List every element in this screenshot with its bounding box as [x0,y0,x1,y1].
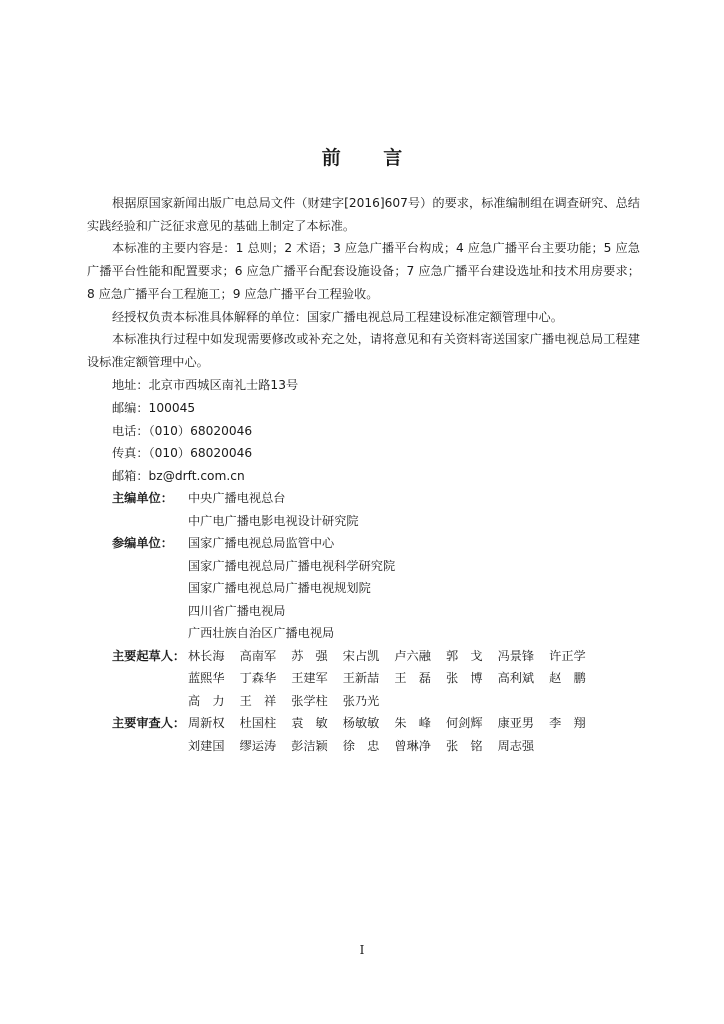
preface-paragraph-contents: 本标准的主要内容是：1 总则；2 术语；3 应急广播平台构成；4 应急广播平台主要功能；5 应急广播平台性能和配置要求；6 应急广播平台配套设施设备；7 应急广播平台建设选址和技术用房要求；8 应急广播平台工程施工；9 应急广播平台工程验收。 [87,241,640,301]
participating-units-row [112,532,652,645]
drafter-name: 张学柱 [291,693,328,708]
participating-units-label: 参编单位： [112,536,173,550]
reviewer-name: 何剑辉 [445,716,483,730]
participating-unit-name: 四川省广播电视局 [188,603,286,618]
drafter-name: 张 博 [445,671,483,685]
preface-paragraph-feedback: 本标准执行过程中如发现需要修改或补充之处，请将意见和有关资料寄送国家广播电视总局工程建设标准定额管理中心。 [87,332,640,369]
drafter-name: 王新喆 [342,671,380,685]
contact-info [112,374,298,488]
reviewers-list [188,712,652,757]
drafter-name: 张乃光 [342,693,380,708]
drafter-name: 丁森华 [239,671,277,685]
drafter-name: 蓝熙华 [188,671,225,685]
reviewer-name: 杜国柱 [239,716,277,730]
drafter-name: 高 力 [188,693,225,708]
contact-postcode: 邮编：100045 [112,400,196,415]
drafter-name: 王 磊 [394,671,431,685]
page-title: 前 言 [321,147,421,169]
participating-units-list [188,532,652,645]
reviewer-name: 周志强 [497,738,535,753]
drafter-name: 卢六融 [394,648,431,663]
reviewers-label: 主要审查人： [112,716,186,730]
reviewer-name: 康亚男 [497,716,535,730]
drafter-name: 宋占凯 [342,648,380,663]
reviewer-name: 朱 峰 [394,716,431,730]
drafters-label: 主要起草人： [112,648,186,663]
participating-unit-name: 国家广播电视总局广播电视规划院 [188,581,371,595]
reviewers-row [112,712,652,757]
drafter-name: 林长海 [188,648,225,663]
reviewer-name: 张 铭 [445,738,483,753]
drafter-name: 高南军 [239,648,277,663]
drafter-name: 王 祥 [239,693,277,708]
contact-fax: 传真：（010）68020046 [112,446,253,461]
credits-section [112,487,652,757]
chief-units-list [188,487,652,532]
chief-units-row [112,487,652,532]
reviewer-name: 缪运涛 [239,738,277,753]
preface-paragraph-basis: 根据原国家新闻出版广电总局文件（财建字[2016]607号）的要求，标准编制组在调查研究、总结实践经验和广泛征求意见的基础上制定了本标准。 [87,196,640,233]
chief-unit-name: 中广电广播电影电视设计研究院 [188,513,359,528]
reviewer-name: 曾琳净 [394,738,431,753]
drafter-name: 高利斌 [497,671,535,685]
drafter-name: 冯景锋 [497,648,535,663]
reviewer-name: 杨敏敏 [342,716,380,730]
preface-body [87,192,640,374]
drafter-name: 郭 戈 [445,648,483,663]
contact-phone: 电话：（010）68020046 [112,423,253,438]
chief-unit-name: 中央广播电视总台 [188,491,286,505]
drafter-name: 苏 强 [291,648,328,663]
participating-unit-name: 国家广播电视总局监管中心 [188,536,335,550]
reviewer-name: 徐 忠 [342,738,380,753]
page-number: I [359,943,365,957]
drafter-name: 赵 鹏 [549,671,586,685]
drafter-name: 王建军 [291,671,328,685]
drafters-row [112,645,652,713]
preface-paragraph-interpretation: 经授权负责本标准具体解释的单位：国家广播电视总局工程建设标准定额管理中心。 [112,309,563,324]
participating-unit-name: 广西壮族自治区广播电视局 [188,626,335,640]
drafters-list [188,645,652,713]
reviewer-name: 周新权 [188,716,225,730]
chief-units-label: 主编单位： [112,491,173,505]
reviewer-name: 刘建国 [188,738,225,753]
reviewer-name: 袁 敏 [291,716,328,730]
reviewer-name: 彭洁颖 [291,738,328,753]
reviewer-name: 李 翔 [549,716,586,730]
drafter-name: 许正学 [549,648,586,663]
contact-address: 地址：北京市西城区南礼士路13号 [112,378,299,392]
contact-email: 邮箱：bz@drft.com.cn [112,469,245,484]
participating-unit-name: 国家广播电视总局广播电视科学研究院 [188,558,396,573]
